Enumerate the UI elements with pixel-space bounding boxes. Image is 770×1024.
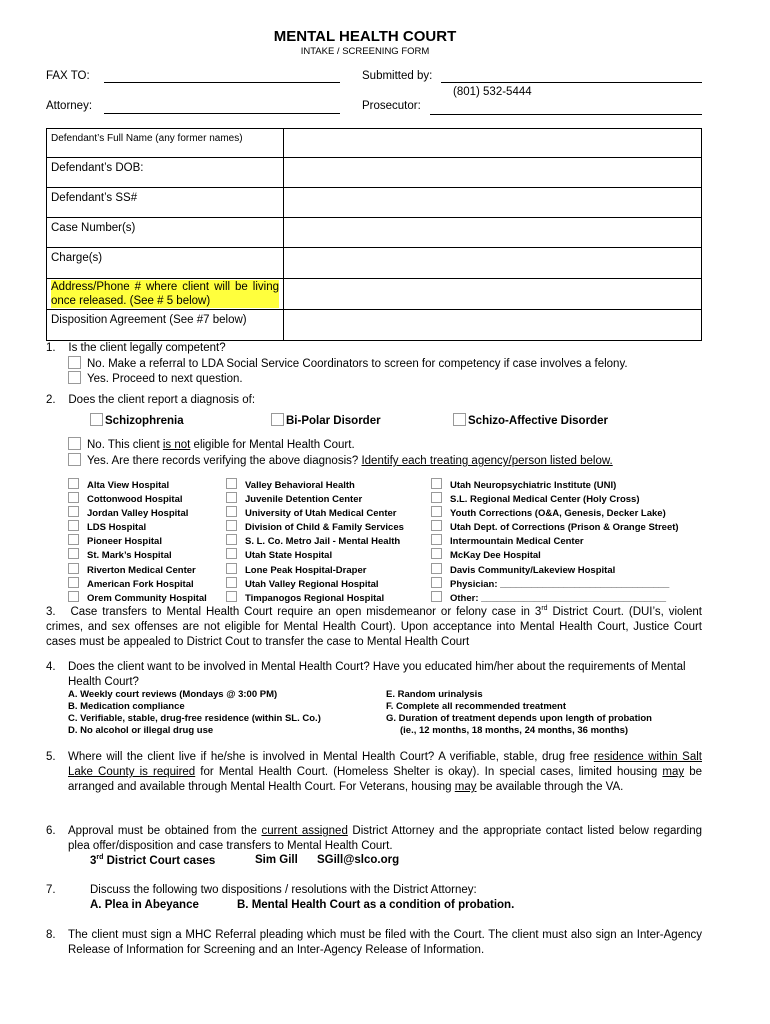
list-item[interactable]: Davis Community/Lakeview Hospital (431, 563, 679, 577)
dob-label: Defendant’s DOB: (47, 158, 284, 188)
checkbox[interactable] (226, 563, 237, 574)
charges-label: Charge(s) (47, 248, 284, 279)
address-field[interactable] (284, 279, 702, 310)
checkbox[interactable] (226, 478, 237, 489)
ssn-label: Defendant’s SS# (47, 188, 284, 218)
checkbox[interactable] (90, 413, 103, 426)
list-item[interactable]: Riverton Medical Center (68, 563, 207, 577)
question-1: 1. Is the client legally competent? (46, 342, 226, 354)
ssn-field[interactable] (284, 188, 702, 218)
list-item: A. Weekly court reviews (Mondays @ 3:00 PM) (68, 689, 278, 700)
list-item[interactable]: S.L. Regional Medical Center (Holy Cross) (431, 492, 679, 506)
question-7: 7. Discuss the following two dispositions / resolutions with the District Attorney: (46, 884, 477, 896)
checkbox[interactable] (226, 534, 237, 545)
prosecutor-field[interactable] (430, 114, 702, 115)
checkbox[interactable] (68, 478, 79, 489)
court-cases-label: 3rd District Court cases (90, 854, 216, 867)
disposition-label: Disposition Agreement (See #7 below) (47, 310, 284, 341)
checkbox[interactable] (68, 534, 79, 545)
table-row (47, 310, 702, 341)
checkbox[interactable] (68, 453, 81, 466)
checkbox[interactable] (431, 548, 442, 559)
question-4: 4. Does the client want to be involved in Mental Health Court? Have you educated him/her about the requirements of Mental Health Court? (46, 660, 702, 690)
physician-item[interactable]: Physician: ________________________________ (431, 577, 679, 591)
q1-option-yes[interactable]: Yes. Proceed to next question. (68, 371, 243, 385)
checkbox[interactable] (431, 478, 442, 489)
question-5: 5. Where will the client live if he/she is involved in Mental Health Court? A verifiable, stable, drug free residence within Salt Lake County is required for Mental Health Court. (Homeless Shelter is okay). In special cases, limited housing may be arranged and available through Mental Health Court. For Veterans, housing may be available through the VA. (46, 751, 702, 793)
phone-number: (801) 532-5444 (453, 86, 532, 98)
list-item[interactable]: St. Mark’s Hospital (68, 548, 207, 562)
checkbox[interactable] (68, 437, 81, 450)
form-subtitle: INTAKE / SCREENING FORM (300, 46, 430, 57)
list-item[interactable]: S. L. Co. Metro Jail - Mental Health (226, 534, 404, 548)
list-item[interactable]: Division of Child & Family Services (226, 520, 404, 534)
contact-name: Sim Gill (255, 854, 298, 866)
list-item[interactable]: Cottonwood Hospital (68, 492, 207, 506)
checkbox[interactable] (68, 577, 79, 588)
checkbox[interactable] (68, 563, 79, 574)
address-label-cell (47, 279, 284, 310)
list-item: E. Random urinalysis (386, 689, 483, 700)
checkbox[interactable] (431, 506, 442, 517)
checkbox[interactable] (68, 371, 81, 384)
checkbox[interactable] (431, 577, 442, 588)
list-item[interactable]: Intermountain Medical Center (431, 534, 679, 548)
checkbox[interactable] (226, 548, 237, 559)
checkbox[interactable] (453, 413, 466, 426)
q1-option-no[interactable]: No. Make a referral to LDA Social Service Coordinators to screen for competency if case involves a felony. (68, 356, 628, 370)
question-8-text: The client must sign a MHC Referral pleading which must be filed with the Court. The client must also sign an Inter-Agency Release of Information for Screening and an Inter-Agency Release of Information. (68, 929, 702, 956)
list-item[interactable]: University of Utah Medical Center (226, 506, 404, 520)
dob-field[interactable] (284, 158, 702, 188)
diagnosis-bipolar[interactable]: Bi-Polar Disorder (271, 413, 381, 427)
checkbox[interactable] (68, 520, 79, 531)
table-row (47, 279, 702, 310)
requirements-left (68, 689, 321, 737)
fax-label: FAX TO: (46, 70, 90, 82)
agency-column-2 (226, 478, 404, 605)
table-row (47, 218, 702, 248)
checkbox[interactable] (226, 520, 237, 531)
question-2: 2. Does the client report a diagnosis of: (46, 394, 256, 406)
checkbox[interactable] (431, 534, 442, 545)
table-row (47, 129, 702, 158)
list-item[interactable]: Utah Valley Regional Hospital (226, 577, 404, 591)
checkbox[interactable] (68, 506, 79, 517)
question-2-text: Does the client report a diagnosis of: (68, 394, 256, 406)
list-item: B. Medication compliance (68, 701, 185, 712)
attorney-field[interactable] (104, 113, 340, 114)
diagnosis-schizophrenia[interactable]: Schizophrenia (90, 413, 184, 427)
agency-column-3 (431, 478, 679, 605)
checkbox[interactable] (431, 492, 442, 503)
question-3: 3. Case transfers to Mental Health Court require an open misdemeanor or felony case in 3rd District Court. (DUI’s, violent crimes, and sex offenses are not eligible for Mental Health Court). Upon acceptance into Mental Health Court, Justice Court cases must be appealed to District Cout to transfer the case to Mental Health Court (46, 605, 702, 648)
checkbox[interactable] (431, 563, 442, 574)
checkbox[interactable] (68, 356, 81, 369)
list-item[interactable]: Utah State Hospital (226, 548, 404, 562)
list-item[interactable]: Juvenile Detention Center (226, 492, 404, 506)
defendant-info-table (46, 128, 702, 341)
question-7-text: Discuss the following two dispositions / resolutions with the District Attorney: (90, 884, 477, 896)
list-item[interactable]: Alta View Hospital (68, 478, 207, 492)
checkbox[interactable] (226, 492, 237, 503)
checkbox[interactable] (226, 577, 237, 588)
list-item[interactable]: Jordan Valley Hospital (68, 506, 207, 520)
submitted-by-field[interactable] (441, 82, 702, 83)
list-item: C. Verifiable, stable, drug-free residence (within SL. Co.) (68, 713, 321, 724)
q2-option-yes[interactable]: Yes. Are there records verifying the above diagnosis? Identify each treating agency/person listed below. (68, 453, 613, 467)
question-1-text: Is the client legally competent? (68, 342, 226, 354)
checkbox[interactable] (68, 548, 79, 559)
list-item[interactable]: Orem Community Hospital (68, 591, 207, 605)
prosecutor-label: Prosecutor: (362, 100, 421, 112)
question-6-text: Approval must be obtained from the current assigned District Attorney and the appropriate contact listed below regarding plea offer/disposition and case transfers to Mental Health Court. (68, 825, 702, 852)
list-item[interactable]: Utah Dept. of Corrections (Prison & Orange Street) (431, 520, 679, 534)
address-label: Address/Phone # where client will be living once released. (See # 5 below) (51, 281, 279, 307)
question-4-text: Does the client want to be involved in Mental Health Court? Have you educated him/her about the requirements of Mental Health Court? (68, 661, 686, 688)
disposition-option-b: B. Mental Health Court as a condition of probation. (237, 899, 515, 911)
disposition-field[interactable] (284, 310, 702, 341)
list-item: G. Duration of treatment depends upon length of probation (386, 713, 652, 724)
question-6: 6. Approval must be obtained from the current assigned District Attorney and the appropriate contact listed below regarding plea offer/disposition and case transfers to Mental Health Court. (46, 825, 702, 852)
list-item[interactable]: Timpanogos Regional Hospital (226, 591, 404, 605)
list-item[interactable]: LDS Hospital (68, 520, 207, 534)
list-item: (ie., 12 months, 18 months, 24 months, 36 months) (400, 725, 629, 736)
list-item[interactable]: Valley Behavioral Health (226, 478, 404, 492)
attorney-label: Attorney: (46, 100, 93, 112)
table-row (47, 188, 702, 218)
list-item: F. Complete all recommended treatment (386, 701, 567, 712)
list-item: D. No alcohol or illegal drug use (68, 725, 214, 736)
case-number-label: Case Number(s) (47, 218, 284, 248)
list-item[interactable]: Lone Peak Hospital-Draper (226, 563, 404, 577)
disposition-option-a: A. Plea in Abeyance (90, 899, 199, 911)
list-item[interactable]: Pioneer Hospital (68, 534, 207, 548)
list-item[interactable]: Utah Neuropsychiatric Institute (UNI) (431, 478, 679, 492)
question-8: 8. The client must sign a MHC Referral pleading which must be filed with the Court. The client must also sign an Inter-Agency Release of Information for Screening and an Inter-Agency Release of Information. (46, 929, 702, 956)
checkbox[interactable] (68, 492, 79, 503)
list-item[interactable]: Youth Corrections (O&A, Genesis, Decker Lake) (431, 506, 679, 520)
diagnosis-schizo-affective[interactable]: Schizo-Affective Disorder (453, 413, 608, 427)
list-item[interactable]: American Fork Hospital (68, 577, 207, 591)
table-row (47, 248, 702, 279)
charges-field[interactable] (284, 248, 702, 279)
submitted-by-label: Submitted by: (362, 70, 433, 82)
other-item[interactable]: Other: ___________________________________ (431, 591, 679, 605)
form-title: MENTAL HEALTH COURT (273, 28, 457, 45)
requirements-right (386, 689, 652, 737)
checkbox[interactable] (271, 413, 284, 426)
full-name-field[interactable] (284, 129, 702, 158)
contact-email[interactable]: SGill@slco.org (317, 854, 400, 866)
question-5-text: Where will the client live if he/she is involved in Mental Health Court? A verifiable, stable, drug free residence within Salt Lake County is required for Mental Health Court. (Homeless Shelter is okay). In special cases, limited housing may be arranged and available through Mental Health Court. For Veterans, housing may be available through the VA. (68, 751, 702, 793)
case-number-field[interactable] (284, 218, 702, 248)
fax-field[interactable] (104, 82, 340, 83)
checkbox[interactable] (431, 520, 442, 531)
full-name-label: Defendant’s Full Name (any former names) (47, 129, 284, 158)
list-item[interactable]: McKay Dee Hospital (431, 548, 679, 562)
checkbox[interactable] (226, 506, 237, 517)
agency-column-1 (68, 478, 207, 605)
table-row (47, 158, 702, 188)
q2-option-no[interactable]: No. This client is not eligible for Mental Health Court. (68, 437, 355, 451)
